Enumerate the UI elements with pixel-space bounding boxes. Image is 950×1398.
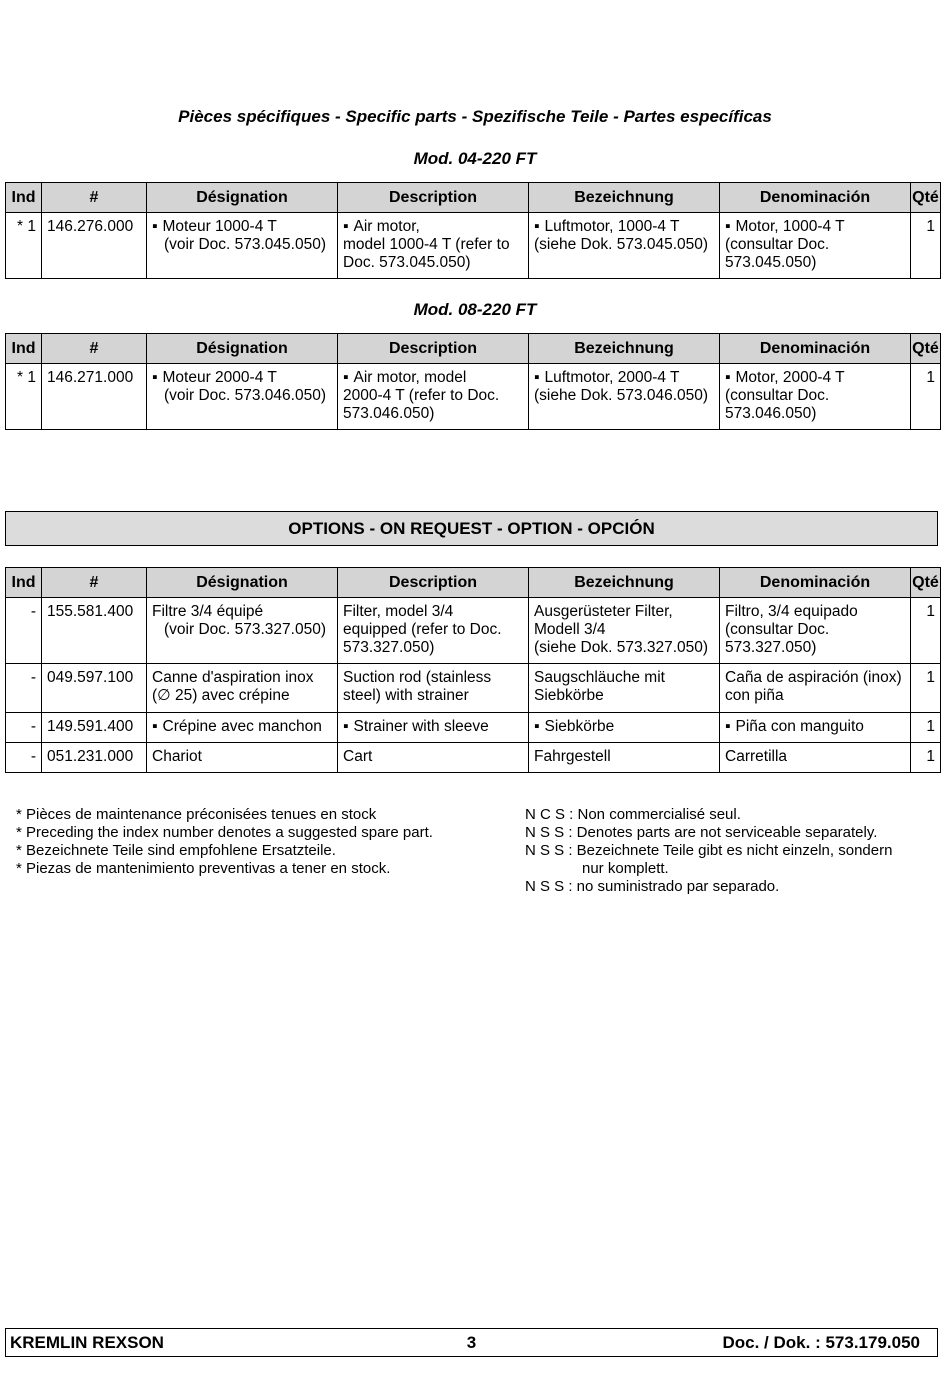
header-description: Description (338, 568, 529, 598)
page-number: 3 (466, 1333, 477, 1352)
cell-designation (147, 364, 338, 430)
header-denominacion: Denominación (720, 334, 911, 364)
table-header-row (6, 568, 941, 598)
options-table (5, 567, 941, 773)
cell-designation (147, 598, 338, 664)
bezeichnung-line: (siehe Dok. 573.327.050) (534, 639, 709, 656)
table-header-row (6, 183, 941, 213)
cell-description (338, 713, 529, 743)
header-bezeichnung: Bezeichnung (529, 334, 720, 364)
options-banner: OPTIONS - ON REQUEST - OPTION - OPCIÓN (5, 511, 938, 546)
cell-description: Cart (338, 743, 529, 773)
cell-part-number: 051.231.000 (42, 743, 147, 773)
description-line: 573.327.050) (343, 639, 435, 656)
cell-bezeichnung (529, 598, 720, 664)
cell-denominacion: Carretilla (720, 743, 911, 773)
cell-description (338, 598, 529, 664)
cell-designation (147, 713, 338, 743)
cell-denominacion (720, 598, 911, 664)
note-line: N S S : Bezeichnete Teile gibt es nicht einzeln, sondern (525, 842, 893, 859)
description-line: ▪ Air motor, (343, 218, 523, 236)
cell-ind: - (6, 713, 42, 743)
note-line: * Preceding the index number denotes a suggested spare part. (16, 824, 433, 841)
cell-designation (147, 664, 338, 713)
denominacion-line: con piña (725, 687, 784, 704)
note-line: N C S : Non commercialisé seul. (525, 806, 741, 823)
cell-part-number: 049.597.100 (42, 664, 147, 713)
document-number: Doc. / Dok. : 573.179.050 (722, 1333, 920, 1352)
header-ind: Ind (6, 568, 42, 598)
note-line: * Bezeichnete Teile sind empfohlene Ersatzteile. (16, 842, 336, 859)
header-qty: Qté (911, 183, 941, 213)
description-line: 573.046.050) (343, 405, 435, 422)
denominacion-line: 573.045.050) (725, 254, 817, 271)
cell-denominacion (720, 664, 911, 713)
table-row (6, 713, 941, 743)
denominacion-line: Caña de aspiración (inox) (725, 669, 902, 686)
bezeichnung-line: Siebkörbe (534, 687, 604, 704)
cell-bezeichnung (529, 713, 720, 743)
note-line: N S S : no suministrado par separado. (525, 878, 780, 895)
designation-line: (∅ 25) avec crépine (152, 687, 290, 704)
header-qty: Qté (911, 568, 941, 598)
table-row (6, 598, 941, 664)
bezeichnung-line: (siehe Dok. 573.046.050) (534, 387, 709, 404)
cell-qty: 1 (911, 713, 941, 743)
table-row (6, 664, 941, 713)
description-line: 2000-4 T (refer to Doc. (343, 387, 500, 404)
header-bezeichnung: Bezeichnung (529, 183, 720, 213)
designation-ref: (voir Doc. 573.045.050) (164, 236, 326, 253)
bezeichnung-line: Modell 3/4 (534, 621, 606, 638)
cell-qty: 1 (911, 364, 941, 430)
note-line: nur komplett. (582, 860, 669, 877)
designation-line: ▪ Moteur 1000-4 T (152, 218, 332, 236)
cell-bezeichnung (529, 664, 720, 713)
denominacion-line: (consultar Doc. (725, 236, 830, 253)
table-row (6, 213, 941, 279)
parts-table-model-1 (5, 182, 941, 279)
header-description: Description (338, 334, 529, 364)
header-designation: Désignation (147, 183, 338, 213)
denominacion-line: (consultar Doc. (725, 387, 830, 404)
cell-bezeichnung (529, 213, 720, 279)
header-num: # (42, 568, 147, 598)
model-title-2: Mod. 08-220 FT (413, 300, 537, 319)
note-line: * Piezas de mantenimiento preventivas a tener en stock. (16, 860, 391, 877)
designation-line: Canne d'aspiration inox (152, 669, 314, 686)
notes-left (16, 806, 433, 878)
cell-description (338, 364, 529, 430)
header-denominacion: Denominación (720, 183, 911, 213)
header-ind: Ind (6, 334, 42, 364)
cell-ind: - (6, 664, 42, 713)
denominacion-line: 573.327.050) (725, 639, 817, 656)
description-line: ▪ Strainer with sleeve (343, 718, 523, 736)
bezeichnung-line: Saugschläuche mit (534, 669, 665, 686)
cell-denominacion (720, 713, 911, 743)
cell-designation (147, 213, 338, 279)
designation-ref: (voir Doc. 573.327.050) (164, 621, 326, 638)
denominacion-line: ▪ Motor, 1000-4 T (725, 218, 905, 236)
cell-description (338, 664, 529, 713)
designation-ref: (voir Doc. 573.046.050) (164, 387, 326, 404)
bezeichnung-line: Ausgerüsteter Filter, (534, 603, 673, 620)
page-title: Pièces spécifiques - Specific parts - Spezifische Teile - Partes específicas (178, 107, 772, 126)
note-line: * Pièces de maintenance préconisées tenues en stock (16, 806, 377, 823)
header-qty: Qté (911, 334, 941, 364)
denominacion-line: 573.046.050) (725, 405, 817, 422)
designation-line: ▪ Crépine avec manchon (152, 718, 332, 736)
designation-line: ▪ Moteur 2000-4 T (152, 369, 332, 387)
cell-part-number: 155.581.400 (42, 598, 147, 664)
description-line: Filter, model 3/4 (343, 603, 454, 620)
cell-qty: 1 (911, 743, 941, 773)
header-ind: Ind (6, 183, 42, 213)
cell-qty: 1 (911, 664, 941, 713)
cell-part-number: 149.591.400 (42, 713, 147, 743)
description-line: equipped (refer to Doc. (343, 621, 502, 638)
cell-ind: - (6, 598, 42, 664)
cell-description (338, 213, 529, 279)
bezeichnung-line: ▪ Siebkörbe (534, 718, 714, 736)
bezeichnung-line: (siehe Dok. 573.045.050) (534, 236, 709, 253)
header-designation: Désignation (147, 334, 338, 364)
parts-table-model-2 (5, 333, 941, 430)
description-line: ▪ Air motor, model (343, 369, 523, 387)
model-title-1: Mod. 04-220 FT (413, 149, 537, 168)
cell-qty: 1 (911, 598, 941, 664)
header-bezeichnung: Bezeichnung (529, 568, 720, 598)
note-line: N S S : Denotes parts are not serviceable separately. (525, 824, 878, 841)
bezeichnung-line: ▪ Luftmotor, 2000-4 T (534, 369, 714, 387)
description-line: Suction rod (stainless (343, 669, 492, 686)
cell-ind: * 1 (6, 213, 42, 279)
cell-bezeichnung: Fahrgestell (529, 743, 720, 773)
header-description: Description (338, 183, 529, 213)
header-num: # (42, 183, 147, 213)
cell-bezeichnung (529, 364, 720, 430)
cell-denominacion (720, 213, 911, 279)
cell-designation: Chariot (147, 743, 338, 773)
denominacion-line: (consultar Doc. (725, 621, 830, 638)
cell-ind: * 1 (6, 364, 42, 430)
cell-ind: - (6, 743, 42, 773)
header-denominacion: Denominación (720, 568, 911, 598)
description-line: Doc. 573.045.050) (343, 254, 471, 271)
bezeichnung-line: ▪ Luftmotor, 1000-4 T (534, 218, 714, 236)
cell-denominacion (720, 364, 911, 430)
table-row (6, 364, 941, 430)
denominacion-line: ▪ Piña con manguito (725, 718, 905, 736)
header-num: # (42, 334, 147, 364)
denominacion-line: Filtro, 3/4 equipado (725, 603, 858, 620)
table-header-row (6, 334, 941, 364)
description-line: steel) with strainer (343, 687, 469, 704)
notes-right (525, 806, 892, 896)
cell-part-number: 146.276.000 (42, 213, 147, 279)
cell-qty: 1 (911, 213, 941, 279)
description-line: model 1000-4 T (refer to (343, 236, 510, 253)
designation-line: Filtre 3/4 équipé (152, 603, 264, 620)
company-name: KREMLIN REXSON (10, 1333, 164, 1352)
cell-part-number: 146.271.000 (42, 364, 147, 430)
table-row (6, 743, 941, 773)
denominacion-line: ▪ Motor, 2000-4 T (725, 369, 905, 387)
page-footer (5, 1328, 938, 1357)
header-designation: Désignation (147, 568, 338, 598)
